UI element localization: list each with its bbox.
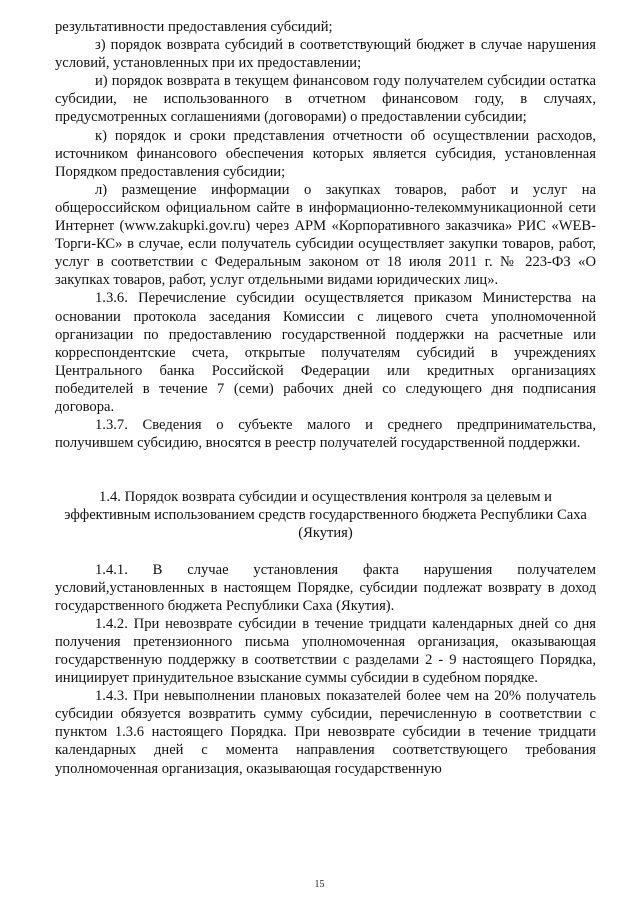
paragraph-1-4-3: 1.4.3. При невыполнении плановых показателей более чем на 20% получатель субсидии обязуется возвратить сумму субсидии, перечисленную в соответствии с пунктом 1.3.6 настоящего Порядка. При невозврате субсидии в течение тридцати календарных дней с момента направления соответствующего требования уполномоченная организация, оказывающая государственную	[55, 688, 596, 777]
paragraph-continuation: результативности предоставления субсидий;	[55, 19, 333, 35]
paragraph-1-4-2: 1.4.2. При невозврате субсидии в течение тридцати календарных дней со дня получения претензионного письма уполномоченная организация, оказывающая государственную поддержку в соответствии с разделами 2 - 9 настоящего Порядка, инициирует принудительное взыскание суммы субсидии в судебном порядке.	[55, 615, 596, 687]
paragraph-item-k: к) порядок и сроки представления отчетности об осуществлении расходов, источником финансового обеспечения которых является субсидия, установленная Порядком предоставления субсидии;	[55, 127, 596, 180]
paragraph-1-3-6: 1.3.6. Перечисление субсидии осуществляется приказом Министерства на основании протокола заседания Комиссии с лицевого счета уполномоченной организации по предоставлению государственной поддержки на расчетные или корреспондентские счета, открытые получателям субсидий в учреждениях Центрального банка Российской Федерации или кредитных организациях победителей в течение 7 (семи) рабочих дней со следующего дня подписания договора.	[55, 290, 596, 415]
paragraph-item-l: л) размещение информации о закупках товаров, работ и услуг на общероссийском официальном сайте в информационно-телекоммуникационной сети Интернет (www.zakupki.gov.ru) через АРМ «Корпоративного заказчика» РИС «WEB-Торги-КС» в случае, если получатель субсидии осуществляет закупки товаров, работ, услуг в соответствии с Федеральным законом от 18 июля 2011 г. № 223-ФЗ «О закупках товаров, работ, услуг отдельными видами юридических лиц».	[55, 181, 596, 289]
paragraph-1-4-1: 1.4.1. В случае установления факта нарушения получателем условий,установленных в настоящем Порядке, субсидии подлежат возврату в доход государственного бюджета Республики Саха (Якутия).	[55, 561, 596, 614]
section-heading-1-4: 1.4. Порядок возврата субсидии и осуществления контроля за целевым и эффективным использованием средств государственного бюджета Республики Саха (Якутия)	[64, 489, 587, 542]
paragraph-item-z: з) порядок возврата субсидий в соответствующий бюджет в случае нарушения условий, установленных при их предоставлении;	[55, 37, 596, 72]
heading-spacer	[55, 543, 596, 561]
section-spacer	[55, 452, 596, 488]
paragraph-item-i: и) порядок возврата в текущем финансовом году получателем субсидии остатка субсидии, не использованного в отчетном финансовом году, в случаях, предусмотренных соглашениями (договорами) о предоставлении субсидии;	[55, 73, 596, 126]
document-page	[55, 18, 596, 778]
paragraph-1-3-7: 1.3.7. Сведения о субъекте малого и среднего предпринимательства, получившем субсидию, вносятся в реестр получателей государственной поддержки.	[55, 417, 596, 452]
page-number: 15	[314, 879, 325, 890]
